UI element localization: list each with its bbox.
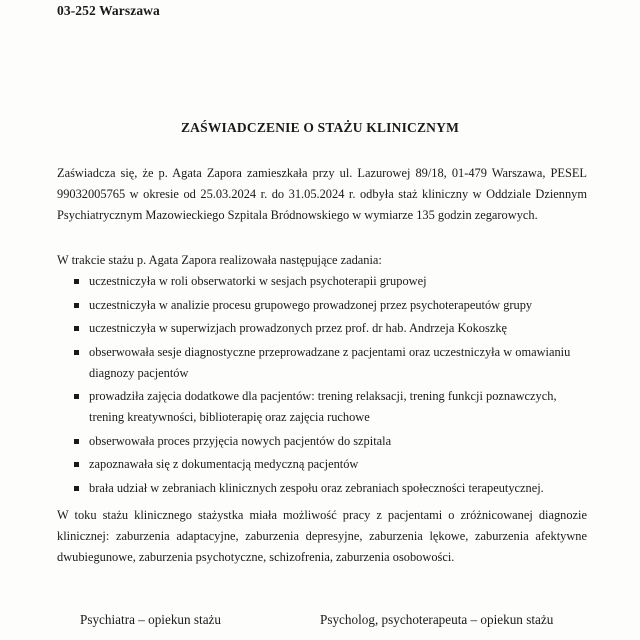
list-item bbox=[57, 295, 587, 316]
bullet-icon bbox=[74, 486, 79, 491]
summary-paragraph: W toku stażu klinicznego stażystka miała możliwość pracy z pacjentami o zróżnicowanej diagnozie klinicznej: zaburzenia adaptacyjne, zaburzenia depresyjne, zaburzenia lękowe, zaburzenia afektywne dwubiegunowe, zaburzenia psychotyczne, schizofrenia, zaburzenia osobowości. bbox=[57, 508, 587, 564]
list-item bbox=[57, 431, 587, 452]
document-title: ZAŚWIADCZENIE O STAŻU KLINICZNYM bbox=[180, 120, 460, 135]
signature-label-psychologist: Psycholog, psychoterapeuta – opiekun stażu bbox=[320, 612, 554, 627]
task-text: prowadziła zajęcia dodatkowe dla pacjentów: trening relaksacji, trening funkcji poznawczych, trening kreatywności, biblioterapię oraz zajęcia ruchowe bbox=[89, 389, 557, 424]
signature-label-psychiatrist: Psychiatra – opiekun stażu bbox=[80, 612, 221, 627]
bullet-icon bbox=[74, 462, 79, 467]
task-text: uczestniczyła w roli obserwatorki w sesjach psychoterapii grupowej bbox=[89, 274, 427, 288]
header-address: 03-252 Warszawa bbox=[57, 3, 160, 18]
bullet-icon bbox=[74, 303, 79, 308]
task-text: zapoznawała się z dokumentacją medyczną pacjentów bbox=[89, 457, 359, 471]
list-item bbox=[57, 342, 587, 384]
bullet-icon bbox=[74, 439, 79, 444]
bullet-icon bbox=[74, 350, 79, 355]
list-item bbox=[57, 386, 587, 428]
task-text: brała udział w zebraniach klinicznych zespołu oraz zebraniach społeczności terapeutycznej. bbox=[89, 480, 544, 495]
list-item bbox=[57, 478, 587, 499]
bullet-icon bbox=[74, 279, 79, 284]
tasks-intro: W trakcie stażu p. Agata Zapora realizowała następujące zadania: bbox=[57, 253, 382, 267]
task-text: obserwowała sesje diagnostyczne przeprowadzane z pacjentami oraz uczestniczyła w omawianiu diagnozy pacjentów bbox=[89, 344, 571, 380]
bullet-icon bbox=[74, 326, 79, 331]
task-text: obserwowała proces przyjęcia nowych pacjentów do szpitala bbox=[89, 433, 392, 448]
task-text: uczestniczyła w superwizjach prowadzonych przez prof. dr hab. Andrzeja Kokoszkę bbox=[89, 321, 508, 335]
intro-paragraph: Zaświadcza się, że p. Agata Zapora zamieszkała przy ul. Lazurowej 89/18, 01-479 Warszawa, PESEL 99032005765 w okresie od 25.03.2024 r. do 31.05.2024 r. odbyła staż kliniczny w Oddziale Dziennym Psychiatrycznym Mazowieckiego Szpitala Bródnowskiego w wymiarze 135 godzin zegarowych. bbox=[57, 166, 587, 222]
list-item bbox=[57, 454, 587, 475]
list-item bbox=[57, 318, 587, 339]
tasks-list bbox=[57, 271, 587, 501]
list-item bbox=[57, 271, 587, 292]
bullet-icon bbox=[74, 394, 79, 399]
task-text: uczestniczyła w analizie procesu grupowego prowadzonej przez psychoterapeutów grupy bbox=[89, 297, 533, 312]
